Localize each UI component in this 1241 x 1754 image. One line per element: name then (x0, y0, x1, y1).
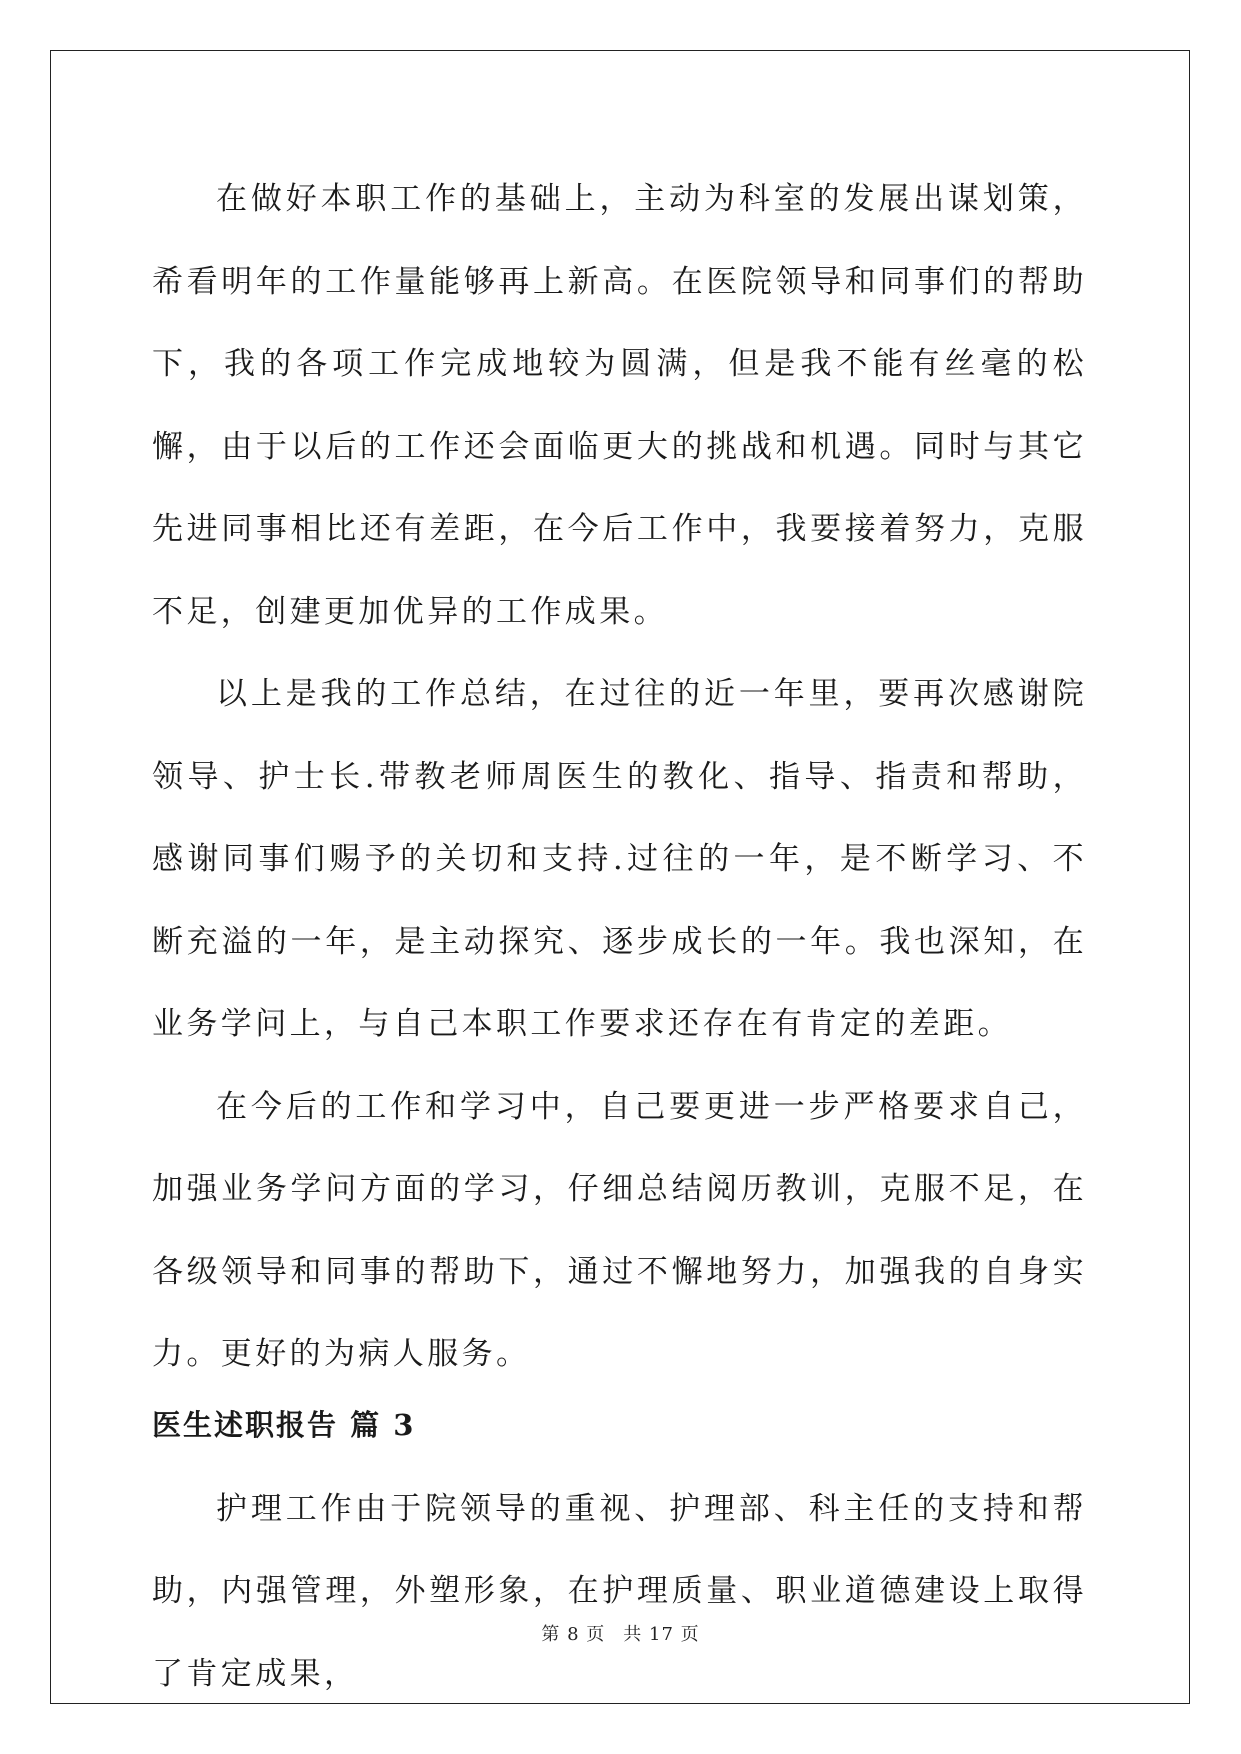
document-body (152, 158, 1087, 1715)
page-number: 第 8 页 (541, 1624, 606, 1645)
paragraph-1: 在做好本职工作的基础上，主动为科室的发展出谋划策，希看明年的工作量能够再上新高。在医院领导和同事们的帮助下，我的各项工作完成地较为圆满，但是我不能有丝毫的松懈，由于以后的工作还会面临更大的挑战和机遇。同时与其它先进同事相比还有差距，在今后工作中，我要接着努力，克服不足，创建更加优异的工作成果。 (152, 181, 1087, 630)
paragraph-2: 以上是我的工作总结，在过往的近一年里，要再次感谢院领导、护士长.带教老师周医生的教化、指导、指责和帮助，感谢同事们赐予的关切和支持.过往的一年，是不断学习、不断充溢的一年，是主动探究、逐步成长的一年。我也深知，在业务学问上，与自己本职工作要求还存在有肯定的差距。 (152, 676, 1087, 1042)
section-heading: 医生述职报告 篇 3 (152, 1407, 416, 1442)
paragraph-3: 在今后的工作和学习中，自己要更进一步严格要求自己，加强业务学问方面的学习，仔细总结阅历教训，克服不足，在各级领导和同事的帮助下，通过不懈地努力，加强我的自身实力。更好的为病人服务。 (152, 1088, 1087, 1372)
paragraph-4: 护理工作由于院领导的重视、护理部、科主任的支持和帮助，内强管理，外塑形象，在护理质量、职业道德建设上取得了肯定成果， (152, 1490, 1087, 1692)
page-total: 共 17 页 (623, 1624, 700, 1645)
page-footer (0, 1620, 1241, 1646)
